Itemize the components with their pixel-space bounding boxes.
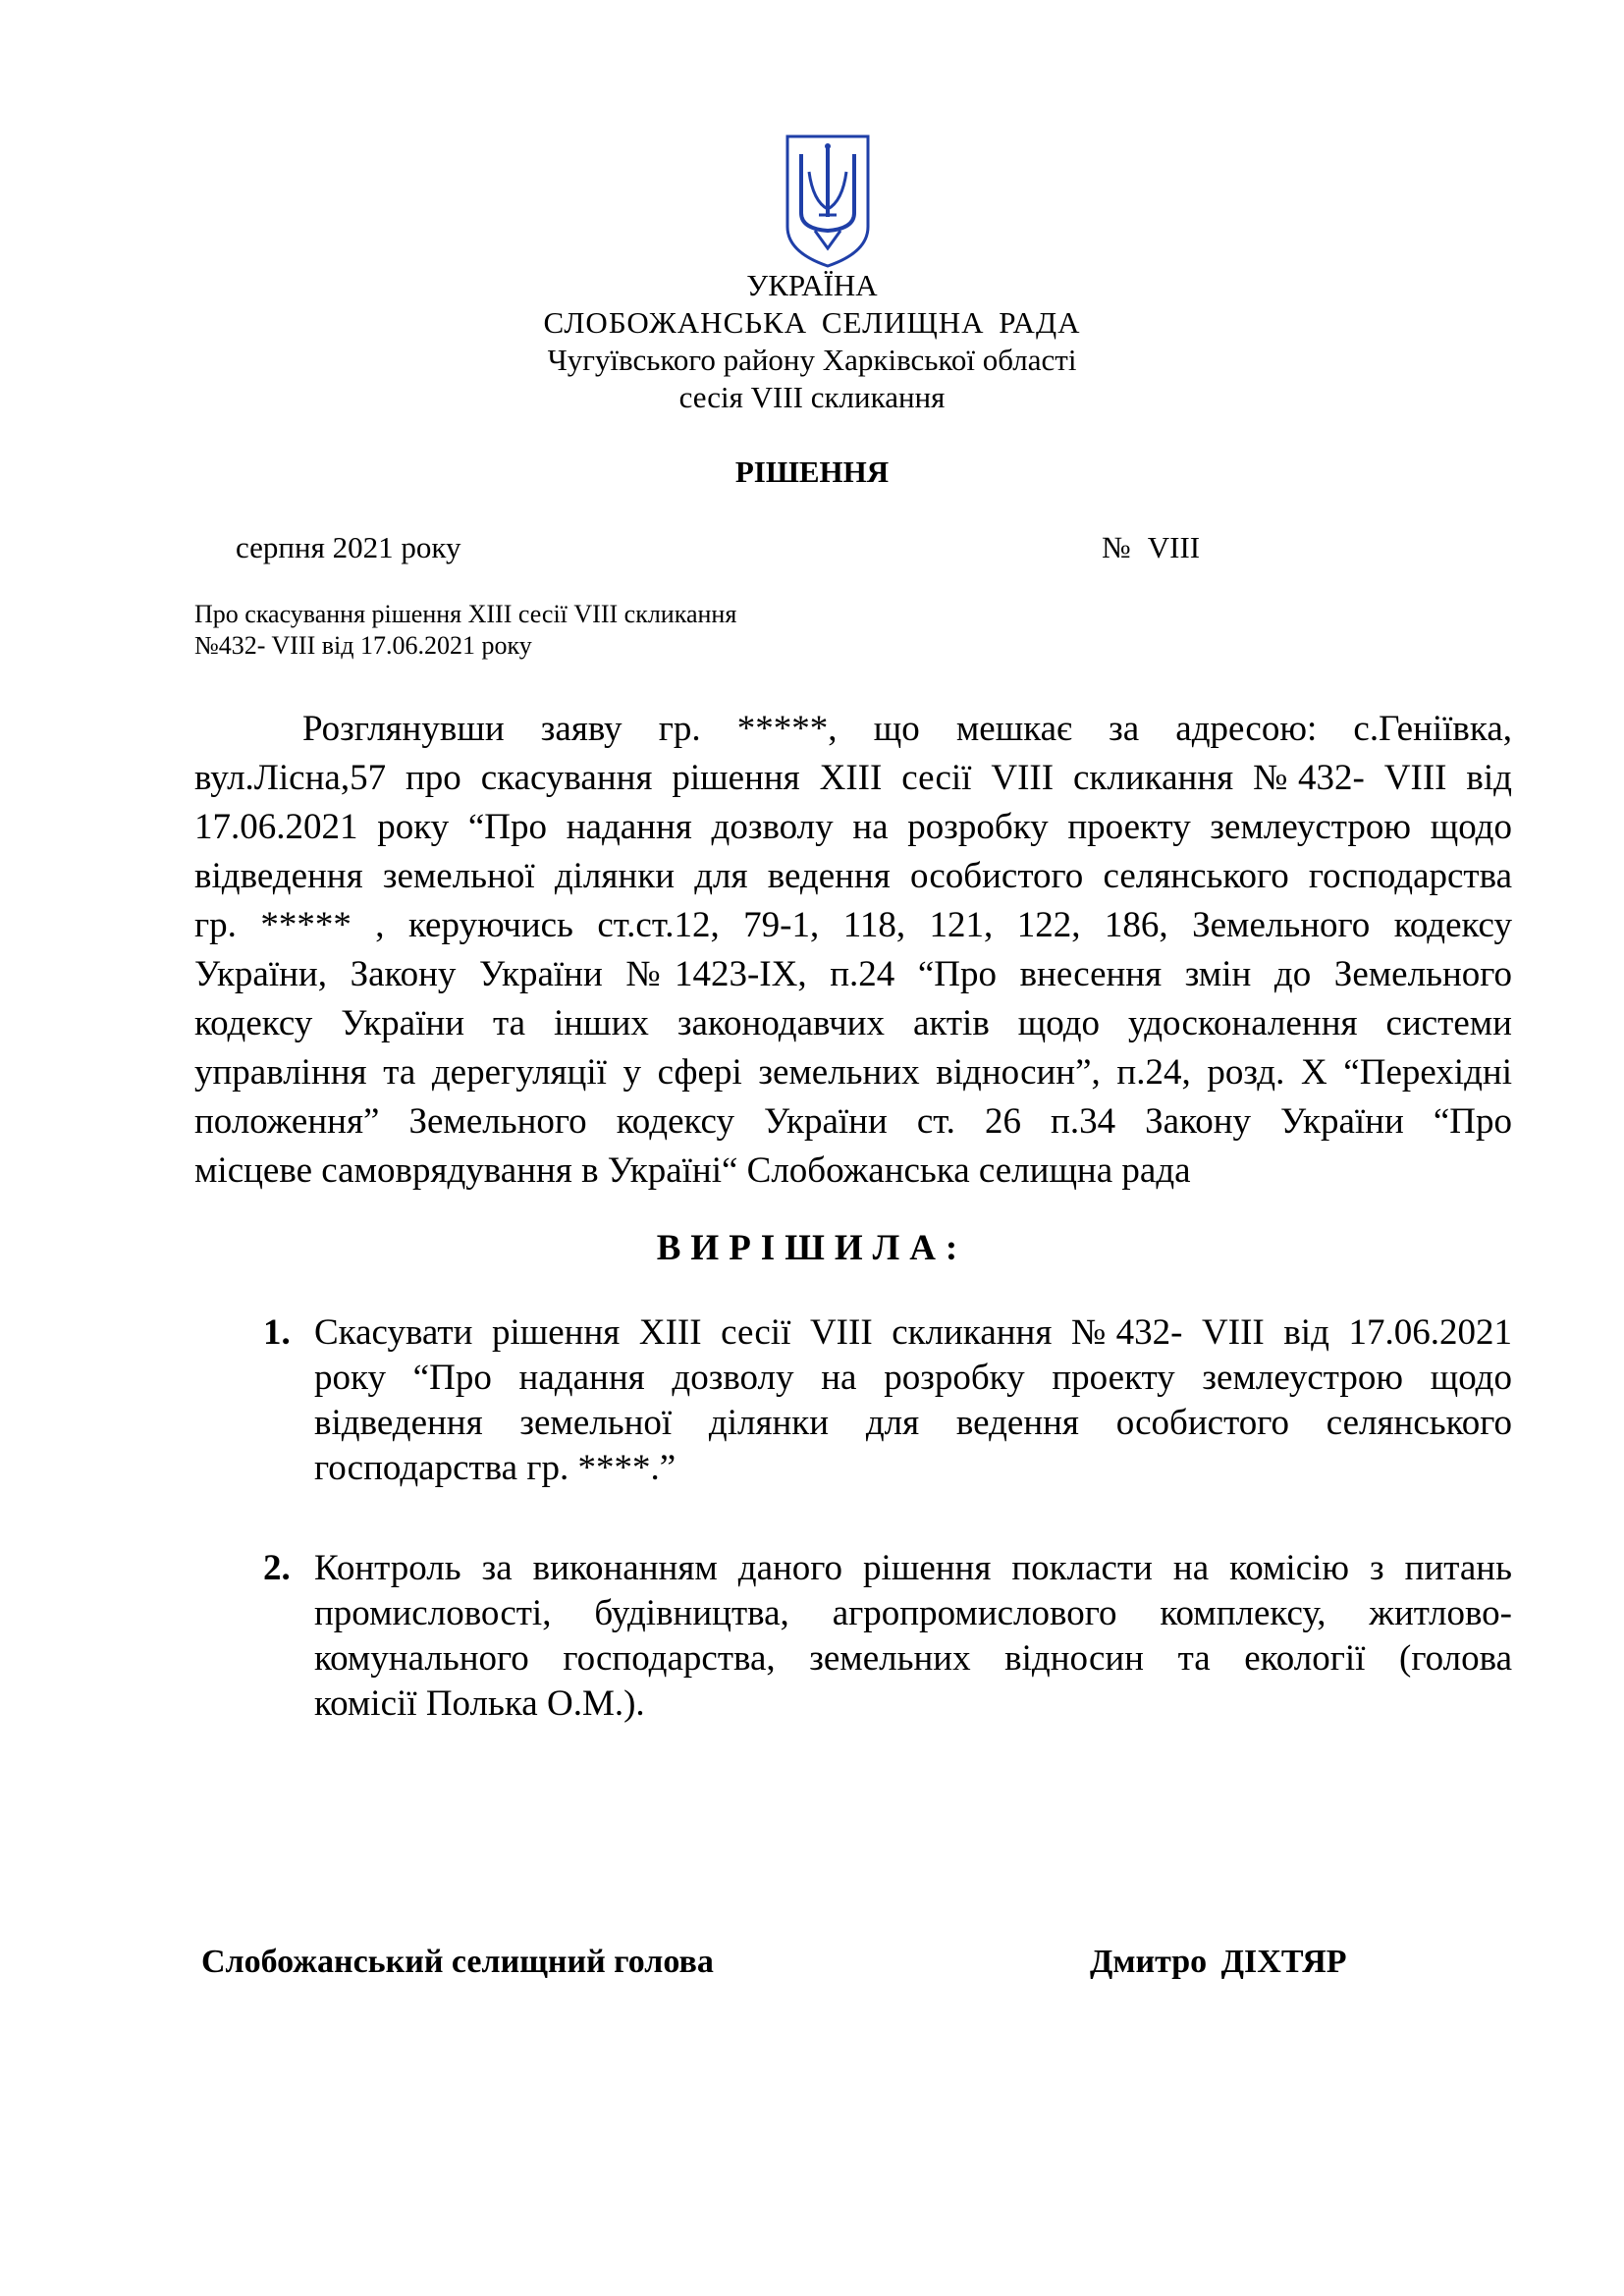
header-district: Чугуївського району Харківської області bbox=[547, 343, 1077, 377]
item-line: господарства гр. ****.” bbox=[314, 1448, 677, 1488]
item-line: промисловості, будівництва, агропромислового комплексу, житлово- bbox=[314, 1593, 1512, 1633]
item-line: року “Про надання дозволу на розробку проекту землеустрою щодо bbox=[314, 1358, 1512, 1398]
item-line: відведення земельної ділянки для ведення особистого селянського bbox=[314, 1403, 1512, 1443]
item-text bbox=[314, 1310, 1512, 1491]
item-line: комісії Полька О.М.). bbox=[314, 1683, 645, 1724]
subject-line: №432- VIII від 17.06.2021 року bbox=[194, 631, 532, 660]
preamble-line: місцеве самоврядування в Україні“ Слобожанська селищна рада bbox=[194, 1150, 1191, 1191]
preamble-line: кодексу України та інших законодавчих актів щодо удосконалення системи bbox=[194, 1003, 1512, 1043]
document-title: РІШЕННЯ bbox=[734, 454, 890, 489]
preamble-line: України, Закону України №1423-ІХ, п.24 “Про внесення змін до Земельного bbox=[194, 954, 1512, 994]
preamble-line: 17.06.2021 року “Про надання дозволу на розробку проекту землеустрою щодо bbox=[194, 807, 1512, 847]
header-council: СЛОБОЖАНСЬКА СЕЛИЩНА РАДА bbox=[543, 305, 1081, 340]
preamble-line: Розглянувши заяву гр. *****, що мешкає за адресою: с.Геніївка, bbox=[302, 709, 1512, 749]
preamble-line: відведення земельної ділянки для ведення особистого селянського господарства bbox=[194, 856, 1512, 896]
preamble bbox=[194, 705, 1512, 1196]
item-line: комунального господарства, земельних відносин та екології (голова bbox=[314, 1638, 1512, 1679]
document-number: № VIII bbox=[1102, 530, 1201, 564]
preamble-line: гр. ***** , керуючись ст.ст.12, 79-1, 118, 121, 122, 186, Земельного кодексу bbox=[194, 905, 1512, 945]
document-subject bbox=[194, 599, 736, 662]
item-number: 1. bbox=[263, 1312, 291, 1353]
subject-line: Про скасування рішення ХIII сесії VIII скликання bbox=[194, 600, 737, 628]
resolved-heading: ВИРІШИЛА: bbox=[656, 1228, 968, 1268]
item-text bbox=[314, 1546, 1512, 1727]
item-line: Скасувати рішення ХIII сесії VIII скликання №432- VIII від 17.06.2021 bbox=[314, 1312, 1512, 1353]
header-country: УКРАЇНА bbox=[746, 268, 878, 302]
preamble-line: вул.Лісна,57 про скасування рішення ХIII сесії VIII скликання №432- VIII від bbox=[194, 758, 1512, 798]
header-session: сесія VIII скликання bbox=[678, 380, 946, 414]
signer-name: Дмитро ДІХТЯР bbox=[1090, 1944, 1347, 1980]
preamble-line: положення” Земельного кодексу України ст. 26 п.34 Закону України “Про bbox=[194, 1101, 1512, 1142]
signer-position: Слобожанський селищний голова bbox=[201, 1944, 714, 1980]
item-number: 2. bbox=[263, 1548, 291, 1588]
preamble-line: управління та дерегуляції у сфері земельних відносин”, п.24, розд. Х “Перехідні bbox=[194, 1052, 1512, 1093]
item-line: Контроль за виконанням даного рішення покласти на комісію з питань bbox=[314, 1548, 1512, 1588]
coat-of-arms-icon bbox=[784, 133, 872, 270]
document-date: серпня 2021 року bbox=[236, 530, 461, 564]
